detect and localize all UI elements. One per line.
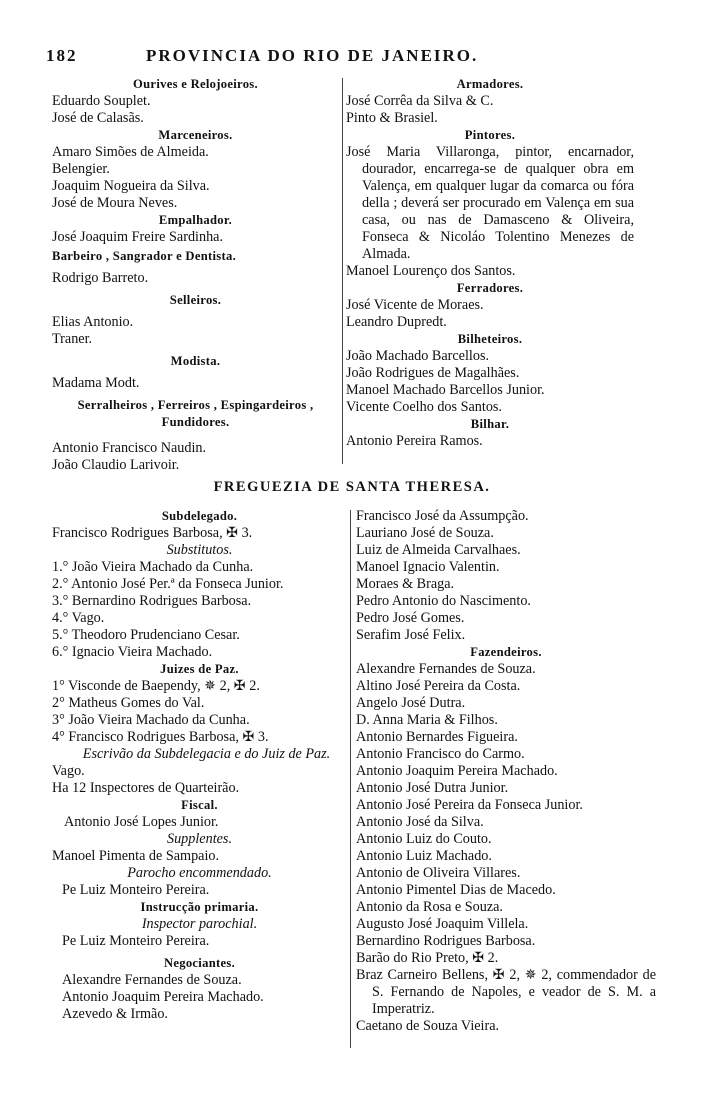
list-item: Antonio José da Silva.	[356, 814, 484, 830]
heading-substitutos: Substitutos.	[166, 542, 233, 558]
list-item: José de Calasãs.	[52, 110, 144, 126]
list-item: Altino José Pereira da Costa.	[356, 678, 521, 694]
list-item: Madama Modt.	[52, 375, 140, 391]
list-item: Antonio Pereira Ramos.	[346, 433, 483, 449]
list-item: João Machado Barcellos.	[346, 348, 490, 364]
list-item: Pe Luiz Monteiro Pereira.	[62, 882, 210, 898]
heading-pintores: Pintores.	[464, 128, 516, 142]
heading-subdelegado: Subdelegado.	[161, 509, 238, 523]
list-item: Antonio José Pereira da Fonseca Junior.	[356, 797, 583, 813]
heading-instruccao: Instrucção primaria.	[140, 900, 259, 914]
heading-negociantes: Negociantes.	[163, 956, 236, 970]
list-item: Angelo José Dutra.	[356, 695, 466, 711]
list-item: Antonio Joaquim Pereira Machado.	[356, 763, 558, 779]
list-item: Manoel Ignacio Valentin.	[356, 559, 500, 575]
list-item: 2.° Antonio José Per.ª da Fonseca Junior.	[52, 576, 284, 592]
list-item: Amaro Simões de Almeida.	[52, 144, 209, 160]
list-item: Manoel Lourenço dos Santos.	[346, 263, 516, 279]
bottom-left-column	[52, 508, 347, 1023]
list-item: Azevedo & Irmão.	[62, 1006, 168, 1022]
list-item: Vicente Coelho dos Santos.	[346, 399, 502, 415]
list-item: Barão do Rio Preto, ✠ 2.	[356, 950, 499, 966]
heading-bilheteiros: Bilheteiros.	[457, 332, 523, 346]
column-divider-bottom	[350, 510, 351, 1048]
pintores-entry: José Maria Villaronga, pintor, encarnador, dourador, encarrega-se de qualquer obra em Valença, em qualquer lugar da comarca ou fóra della ; deverá ser procurado em Valença em sua casa, ou nas de Damasceno & Oliveira, Fonseca & Nicoláo Tolentino Menezes de Almada.	[346, 144, 634, 262]
heading-selleiros: Selleiros.	[169, 293, 222, 307]
list-item: Alexandre Fernandes de Souza.	[62, 972, 242, 988]
list-item: Luiz de Almeida Carvalhaes.	[356, 542, 521, 558]
list-item: 6.° Ignacio Vieira Machado.	[52, 644, 213, 660]
list-item: José Corrêa da Silva & C.	[346, 93, 494, 109]
list-item: Antonio de Oliveira Villares.	[356, 865, 521, 881]
list-item: Pedro Antonio do Nascimento.	[356, 593, 531, 609]
list-item: Leandro Dupredt.	[346, 314, 447, 330]
list-item: Pedro José Gomes.	[356, 610, 465, 626]
list-item: José Joaquim Freire Sardinha.	[52, 229, 224, 245]
list-item: Traner.	[52, 331, 93, 347]
section-title: FREGUEZIA DE SANTA THERESA.	[213, 479, 491, 495]
heading-fiscal: Fiscal.	[181, 798, 218, 812]
bottom-right-column	[356, 508, 656, 1035]
heading-parocho: Parocho encommendado.	[127, 865, 272, 881]
list-item: Antonio Francisco Naudin.	[52, 440, 207, 456]
list-item: Antonio Francisco do Carmo.	[356, 746, 525, 762]
heading-inspector: Inspector parochial.	[141, 916, 258, 932]
column-divider-top	[342, 78, 343, 464]
list-item: João Rodrigues de Magalhães.	[346, 365, 520, 381]
list-item: 3° João Vieira Machado da Cunha.	[52, 712, 250, 728]
list-item: Antonio Bernardes Figueira.	[356, 729, 518, 745]
heading-ferradores: Ferradores.	[456, 281, 524, 295]
heading-serralheiros: Serralheiros , Ferreiros , Espingardeiros , Fundidores.	[77, 398, 314, 429]
page-title: PROVINCIA DO RIO DE JANEIRO.	[146, 46, 479, 65]
list-item: Elias Antonio.	[52, 314, 134, 330]
list-item: 3.° Bernardino Rodrigues Barbosa.	[52, 593, 252, 609]
list-item: Lauriano José de Souza.	[356, 525, 494, 541]
heading-fazendeiros: Fazendeiros.	[470, 645, 542, 659]
list-item: 1.° João Vieira Machado da Cunha.	[52, 559, 254, 575]
list-item: Alexandre Fernandes de Souza.	[356, 661, 536, 677]
list-item: Eduardo Souplet.	[52, 93, 151, 109]
heading-escrivao: Escrivão da Subdelegacia e do Juiz de Paz.	[82, 746, 331, 762]
list-item: D. Anna Maria & Filhos.	[356, 712, 498, 728]
heading-empalhador: Empalhador.	[158, 213, 233, 227]
list-item: Antonio Pimentel Dias de Macedo.	[356, 882, 556, 898]
list-item: 4° Francisco Rodrigues Barbosa, ✠ 3.	[52, 729, 269, 745]
list-item: José Vicente de Moraes.	[346, 297, 484, 313]
list-item: Antonio Joaquim Pereira Machado.	[62, 989, 264, 1005]
list-item: Antonio José Lopes Junior.	[64, 814, 219, 830]
list-item: Pinto & Brasiel.	[346, 110, 438, 126]
list-item: Moraes & Braga.	[356, 576, 455, 592]
page-header	[46, 46, 676, 70]
list-item: 5.° Theodoro Prudenciano Cesar.	[52, 627, 240, 643]
list-item-braz: Braz Carneiro Bellens, ✠ 2, ✵ 2, commendador de S. Fernando de Napoles, e veador de S. M. a Imperatriz.	[356, 967, 656, 1017]
list-item: Manoel Machado Barcellos Junior.	[346, 382, 545, 398]
heading-barbeiro: Barbeiro , Sangrador e Dentista.	[52, 249, 237, 263]
list-item: 2° Matheus Gomes do Val.	[52, 695, 205, 711]
heading-ourives: Ourives e Relojoeiros.	[133, 77, 258, 91]
list-item: Augusto José Joaquim Villela.	[356, 916, 529, 932]
list-item: João Claudio Larivoir.	[52, 457, 180, 473]
heading-modista: Modista.	[170, 354, 221, 368]
list-item: Joaquim Nogueira da Silva.	[52, 178, 210, 194]
heading-armadores: Armadores.	[456, 77, 524, 91]
list-item: Antonio Luiz do Couto.	[356, 831, 492, 847]
list-item: Pe Luiz Monteiro Pereira.	[62, 933, 210, 949]
list-item: Caetano de Souza Vieira.	[356, 1018, 500, 1034]
heading-marceneiros: Marceneiros.	[158, 128, 233, 142]
list-item: Vago.	[52, 763, 85, 779]
heading-supplentes: Supplentes.	[166, 831, 232, 847]
heading-bilhar: Bilhar.	[470, 417, 510, 431]
list-item: Rodrigo Barreto.	[52, 270, 149, 286]
list-item: 4.° Vago.	[52, 610, 105, 626]
heading-juizes: Juizes de Paz.	[160, 662, 239, 676]
list-item: Francisco José da Assumpção.	[356, 508, 529, 524]
list-item: Antonio da Rosa e Souza.	[356, 899, 503, 915]
list-item: Belengier.	[52, 161, 110, 177]
page-number: 182	[46, 46, 78, 65]
list-item: Bernardino Rodrigues Barbosa.	[356, 933, 536, 949]
list-item: 1° Visconde de Baependy, ✵ 2, ✠ 2.	[52, 678, 260, 694]
top-left-column	[52, 76, 339, 474]
list-item: Manoel Pimenta de Sampaio.	[52, 848, 220, 864]
list-item: Antonio José Dutra Junior.	[356, 780, 509, 796]
list-item: Serafim José Felix.	[356, 627, 466, 643]
list-item: Antonio Luiz Machado.	[356, 848, 492, 864]
top-right-column	[346, 76, 634, 450]
list-item: Francisco Rodrigues Barbosa, ✠ 3.	[52, 525, 253, 541]
list-item: José de Moura Neves.	[52, 195, 178, 211]
list-item: Ha 12 Inspectores de Quarteirão.	[52, 780, 240, 796]
